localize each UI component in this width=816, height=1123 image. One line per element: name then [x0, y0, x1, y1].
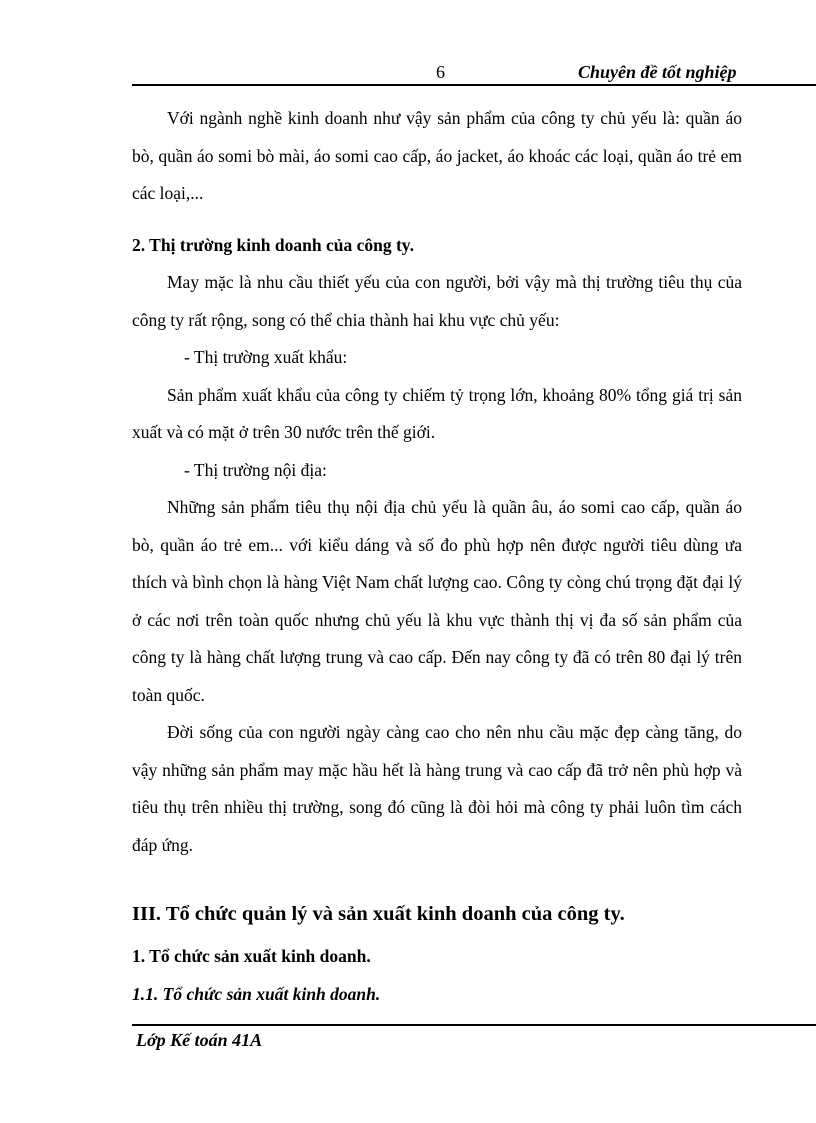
bullet-domestic-market: - Thị trường nội địa:	[184, 459, 327, 480]
section-3-heading: III. Tổ chức quản lý và sản xuất kinh doanh của công ty.	[132, 903, 625, 925]
paragraph-products: Với ngành nghề kinh doanh như vậy sản phẩm của công ty chủ yếu là: quần áo bò, quần áo somi bò mài, áo somi cao cấp, áo jacket, áo khoác các loại, quần áo trẻ em các loại,...	[132, 108, 742, 203]
page-footer: Lớp Kế toán 41A	[136, 1030, 263, 1050]
document-body	[132, 100, 742, 1013]
footer-divider	[132, 1024, 816, 1026]
header-title: Chuyên đề tốt nghiệp	[578, 62, 737, 82]
section-2-heading: 2. Thị trường kinh doanh của công ty.	[132, 234, 414, 255]
paragraph-living-standards: Đời sống của con người ngày càng cao cho nên nhu cầu mặc đẹp càng tăng, do vậy những sản phẩm may mặc hầu hết là hàng trung và cao cấp đã trở nên phù hợp và tiêu thụ trên nhiều thị trường, song đó cũng là đòi hỏi mà công ty phải luôn tìm cách đáp ứng.	[132, 722, 742, 855]
paragraph-market-intro: May mặc là nhu cầu thiết yếu của con người, bởi vậy mà thị trường tiêu thụ của công ty rất rộng, song có thể chia thành hai khu vực chủ yếu:	[132, 272, 742, 330]
page-number: 6	[436, 62, 445, 82]
paragraph-export: Sản phẩm xuất khẩu của công ty chiếm tỷ trọng lớn, khoảng 80% tổng giá trị sản xuất và có mặt ở trên 30 nước trên thế giới.	[132, 384, 742, 442]
bullet-export-market: - Thị trường xuất khẩu:	[184, 347, 348, 367]
paragraph-domestic: Những sản phẩm tiêu thụ nội địa chủ yếu là quần âu, áo somi cao cấp, quần áo bò, quần áo trẻ em... với kiểu dáng và số đo phù hợp nên được người tiêu dùng ưa thích và bình chọn là hàng Việt Nam chất lượng cao. Công ty còng chú trọng đặt đại lý ở các nơi trên toàn quốc nhưng chủ yếu là khu vực thành thị vị đa số sản phẩm của công ty là hàng chất lượng trung và cao cấp. Đến nay công ty đã có trên 80 đại lý trên toàn quốc.	[132, 497, 742, 705]
subsection-1-heading: 1. Tổ chức sản xuất kinh doanh.	[132, 946, 371, 966]
page-header	[132, 60, 816, 86]
subsection-1-1-heading: 1.1. Tổ chức sản xuất kinh doanh.	[132, 983, 381, 1004]
